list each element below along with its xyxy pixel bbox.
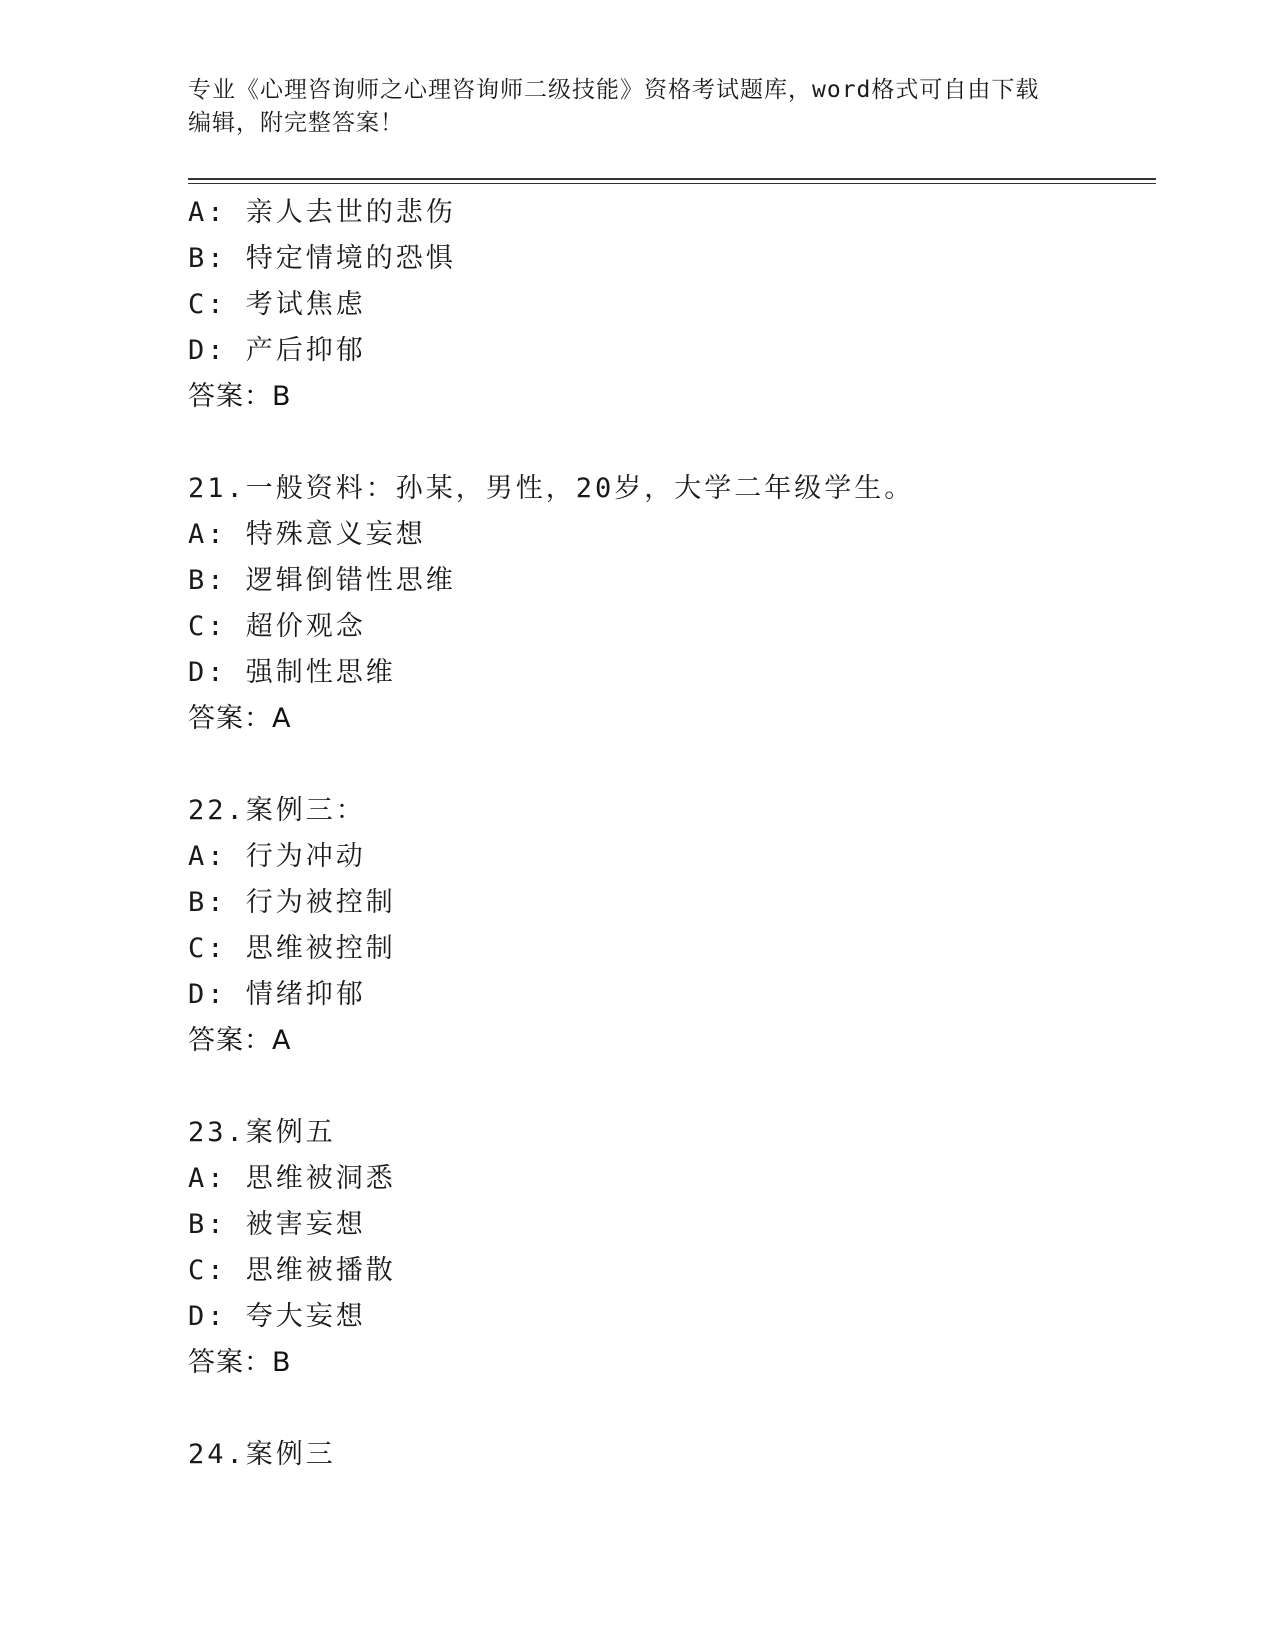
option-a: A: 亲人去世的悲伤 <box>188 197 456 228</box>
question-block-24 <box>188 1432 1148 1478</box>
option-d: D: 情绪抑郁 <box>188 979 366 1010</box>
header-divider-thick <box>188 178 1156 180</box>
option-d: D: 产后抑郁 <box>188 335 366 366</box>
question-block-22 <box>188 788 1148 1064</box>
option-a: A: 思维被洞悉 <box>188 1163 396 1194</box>
spacer <box>188 742 1148 788</box>
answer-line: 答案：A <box>188 1025 292 1056</box>
answer-line: 答案：A <box>188 703 292 734</box>
option-d: D: 强制性思维 <box>188 657 396 688</box>
spacer <box>188 1064 1148 1110</box>
header-divider-thin <box>188 183 1156 184</box>
option-a: A: 行为冲动 <box>188 841 366 872</box>
header-line-1: 专业《心理咨询师之心理咨询师二级技能》资格考试题库，word格式可自由下载 <box>188 77 1040 103</box>
question-title: 22.案例三： <box>188 795 366 826</box>
header-line-2: 编辑，附完整答案！ <box>188 110 404 136</box>
option-a: A: 特殊意义妄想 <box>188 519 426 550</box>
question-block-23 <box>188 1110 1148 1386</box>
document-header <box>188 74 1088 140</box>
option-b: B: 特定情境的恐惧 <box>188 243 456 274</box>
option-b: B: 逻辑倒错性思维 <box>188 565 456 596</box>
question-title: 21.一般资料：孙某，男性，20岁，大学二年级学生。 <box>188 473 915 504</box>
option-c: C: 思维被控制 <box>188 933 396 964</box>
question-title: 23.案例五 <box>188 1117 336 1148</box>
option-c: C: 超价观念 <box>188 611 366 642</box>
answer-line: 答案：B <box>188 1347 292 1378</box>
spacer <box>188 420 1148 466</box>
option-b: B: 行为被控制 <box>188 887 396 918</box>
option-d: D: 夸大妄想 <box>188 1301 366 1332</box>
option-c: C: 考试焦虑 <box>188 289 366 320</box>
option-c: C: 思维被播散 <box>188 1255 396 1286</box>
question-list <box>188 190 1148 1478</box>
question-block-21 <box>188 466 1148 742</box>
option-b: B: 被害妄想 <box>188 1209 366 1240</box>
question-block-20 <box>188 190 1148 420</box>
spacer <box>188 1386 1148 1432</box>
answer-line: 答案：B <box>188 381 292 412</box>
question-title: 24.案例三 <box>188 1439 336 1470</box>
